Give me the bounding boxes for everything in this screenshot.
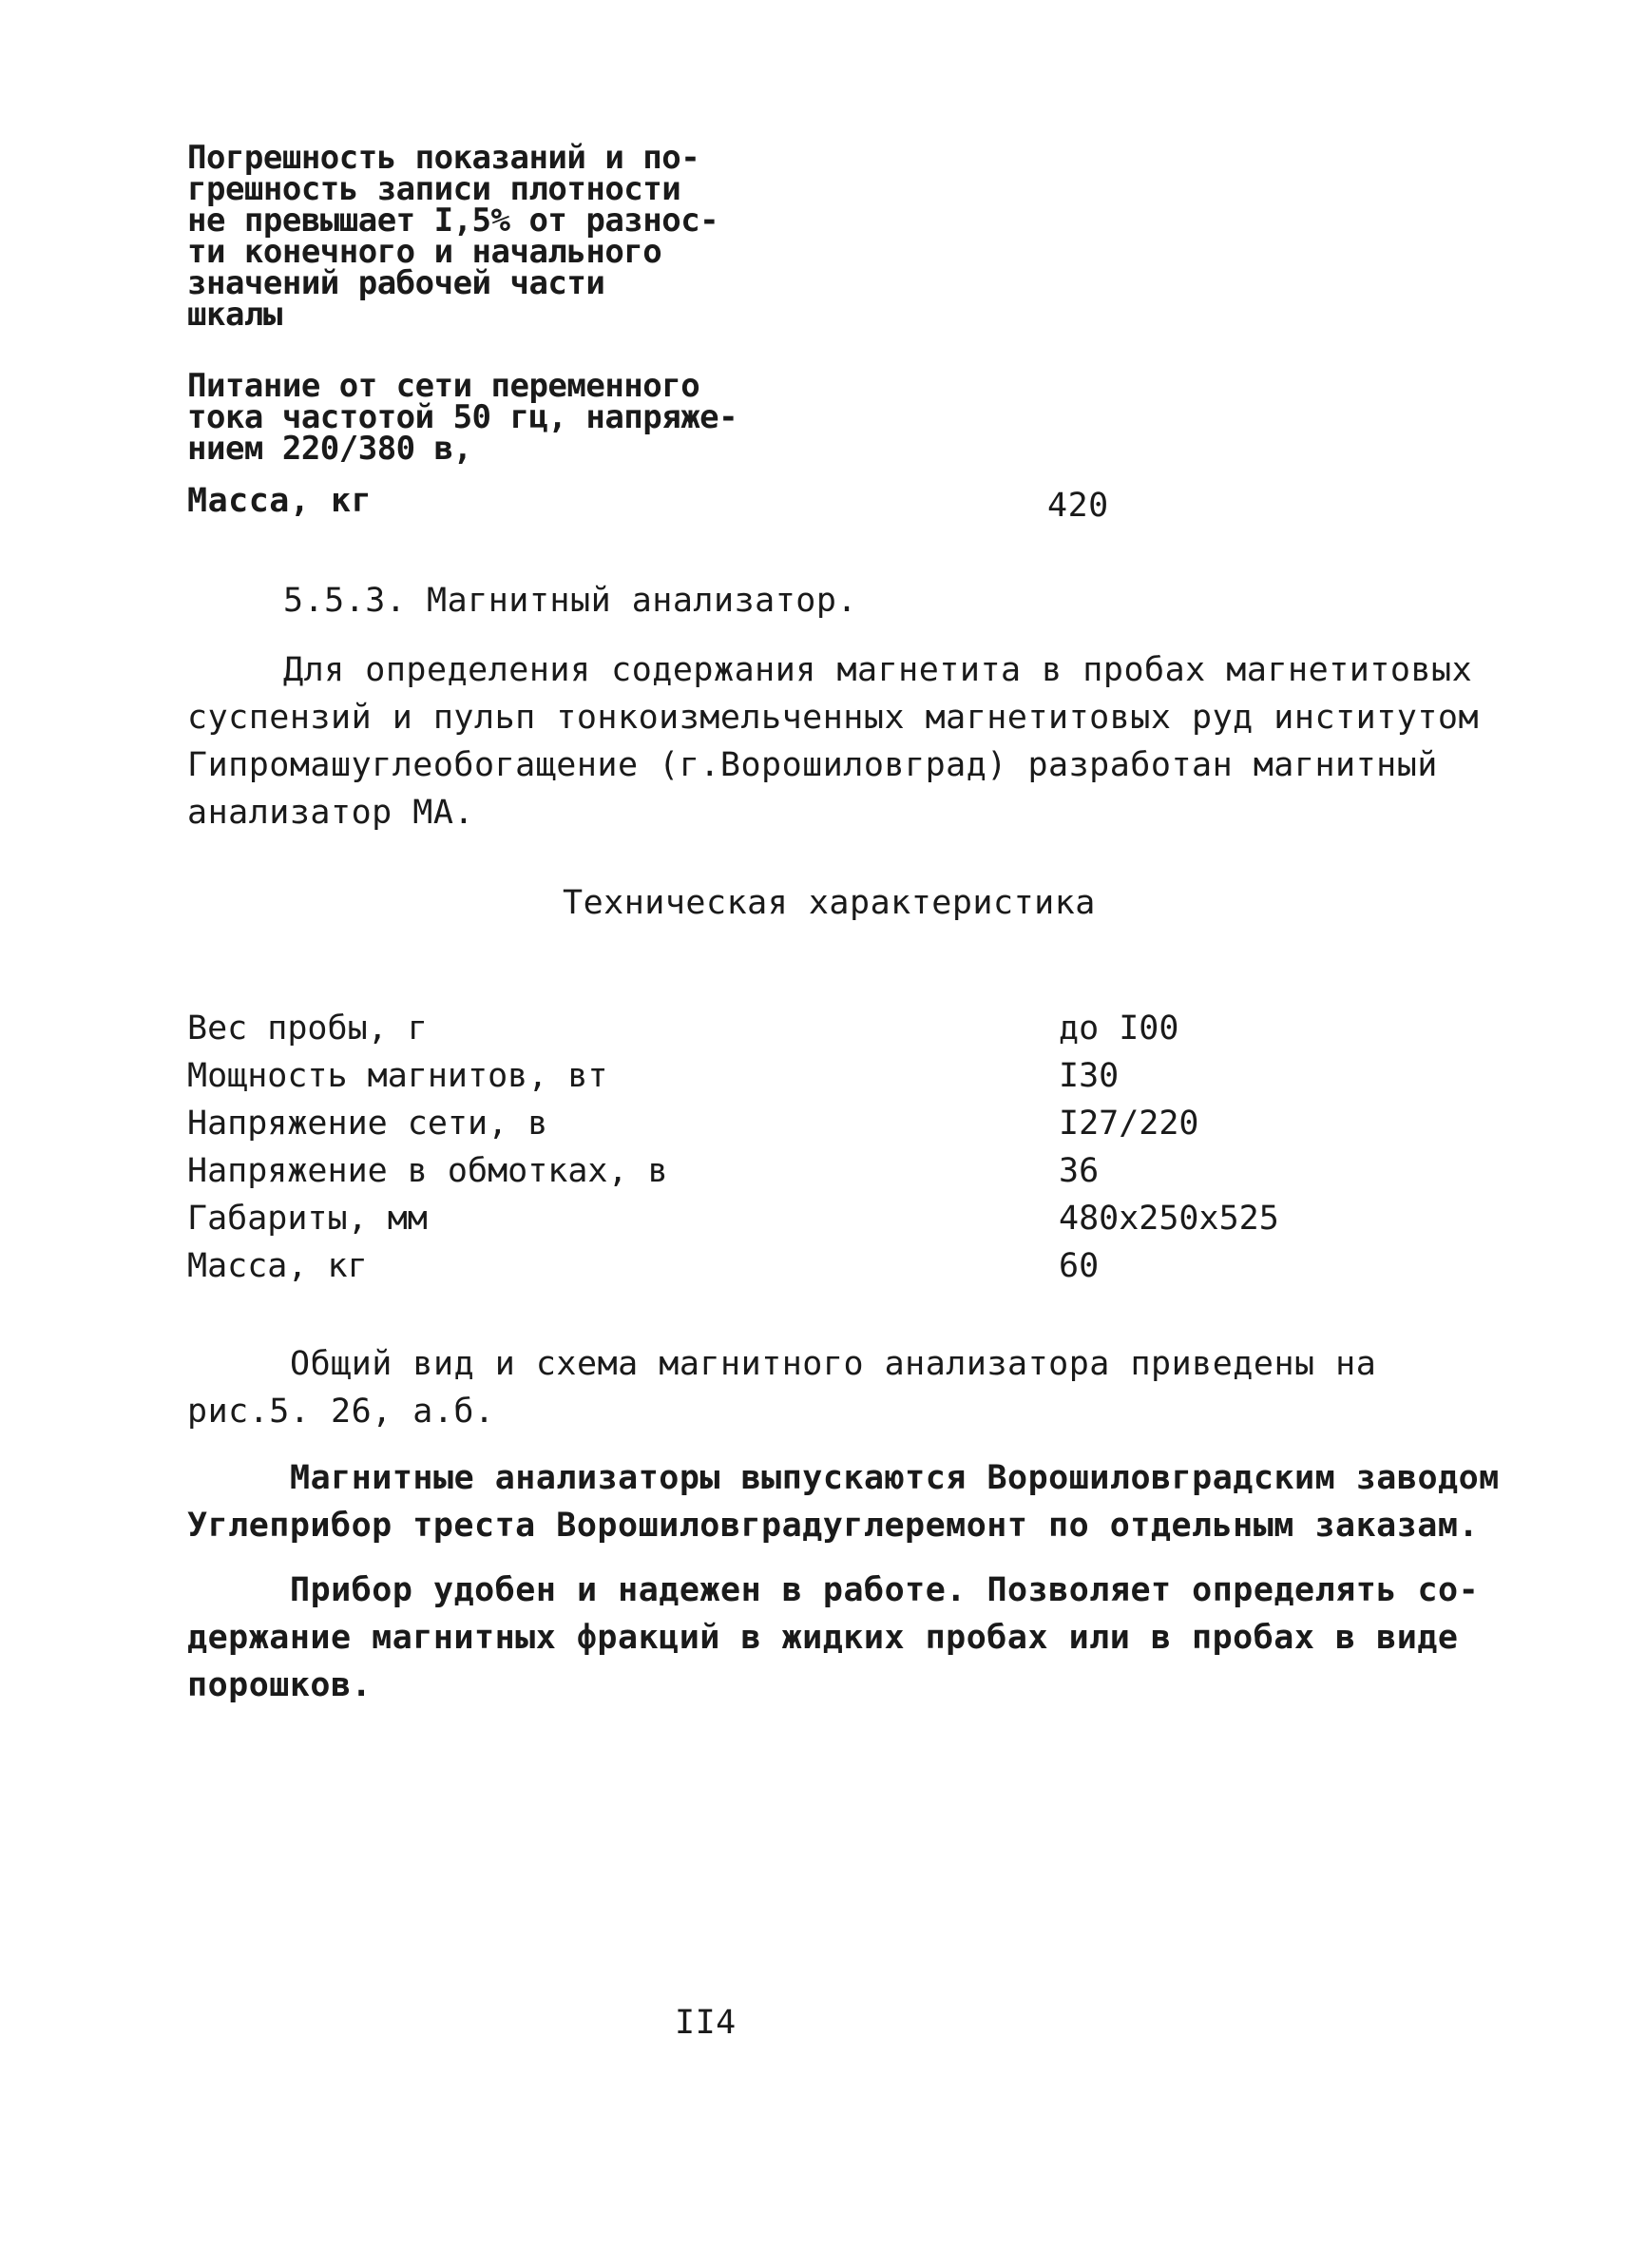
text-line: Углеприбор треста Ворошиловградуглеремонт по отдельным заказам. [187,1507,1480,1545]
spec-value: 60 [1059,1247,1100,1285]
text-line: шкалы [187,296,282,334]
spec-value: 36 [1059,1152,1100,1190]
text-line: Для определения содержания магнетита в пробах магнетитовых [283,651,1473,689]
mass-value: 420 [1047,487,1109,525]
text-line: держание магнитных фракций в жидких пробах или в пробах в виде [187,1619,1459,1657]
text-line: Погрешность показаний и по- [187,139,700,177]
text-line: суспензий и пульп тонкоизмельченных магнетитовых руд институтом [187,699,1480,737]
usage-paragraph [187,1566,1479,1709]
text-line: Питание от сети переменного [187,367,700,405]
spec-row [187,1195,1328,1242]
spec-row [187,1100,1328,1147]
text-line: грешность записи плотности [187,170,681,208]
spec-value: 480x250x525 [1059,1200,1279,1238]
text-line: анализатор МА. [187,794,475,832]
text-line: Общий вид и схема магнитного анализатора приведены на [290,1345,1377,1383]
spec-label: Мощность магнитов, вт [187,1057,608,1095]
text-line: нием 220/380 в, [187,430,472,468]
text-line: Гипромашуглеобогащение (г.Ворошиловград) разработан магнитный [187,746,1438,784]
spec-label: Масса, кг [187,1247,368,1285]
spec-label: Напряжение сети, в [187,1105,548,1143]
mass-label: Масса, кг [187,482,373,520]
spec-row [187,1147,1328,1195]
spec-value: до I00 [1059,1009,1179,1048]
spec-table-title: Техническая характеристика [563,884,1096,922]
spec-label: Напряжение в обмотках, в [187,1152,668,1190]
text-line: порошков. [187,1666,373,1704]
text-line: значений рабочей части [187,264,605,302]
text-line: тока частотой 50 гц, напряже- [187,398,738,436]
spec-row [187,1242,1328,1290]
text-line: Магнитные анализаторы выпускаются Ворошиловградским заводом [290,1459,1500,1497]
spec-label: Габариты, мм [187,1200,428,1238]
section-heading: 5.5.3. Магнитный анализатор. [283,582,858,620]
text-line: Прибор удобен и надежен в работе. Позволяет определять со- [290,1571,1480,1609]
figure-reference-paragraph [187,1340,1376,1435]
spec-value: I30 [1059,1057,1120,1095]
accuracy-spec-text [187,139,719,334]
text-line: не превышает I,5% от разнос- [187,202,719,240]
power-spec-text [187,367,738,468]
spec-label: Вес пробы, г [187,1009,428,1048]
manufacturer-paragraph [187,1454,1500,1549]
text-line: рис.5. 26, а.б. [187,1393,495,1431]
text-line: ти конечного и начального [187,233,662,271]
intro-paragraph [187,646,1479,836]
spec-value: I27/220 [1059,1105,1199,1143]
spec-row [187,1005,1328,1052]
page-number: II4 [675,2004,737,2042]
spec-row [187,1052,1328,1100]
